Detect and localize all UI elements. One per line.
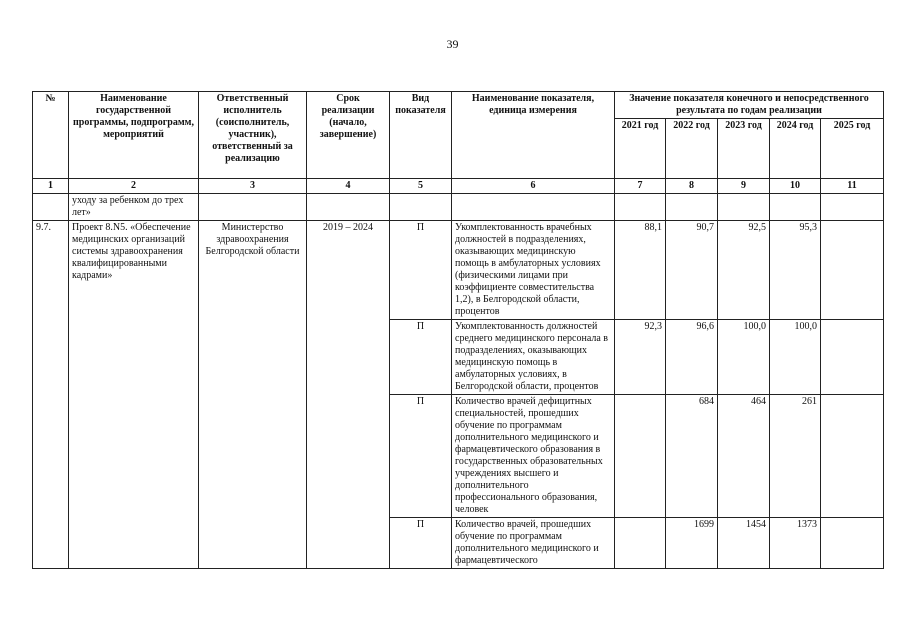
value-cell: 261 bbox=[770, 395, 821, 518]
column-number: 8 bbox=[666, 179, 718, 194]
cell bbox=[452, 194, 615, 221]
cell bbox=[666, 194, 718, 221]
header-values-group: Значение показателя конечного и непосредственного результата по годам реализации bbox=[615, 92, 884, 119]
value-cell: 96,6 bbox=[666, 320, 718, 395]
column-number-row bbox=[33, 179, 884, 194]
value-cell bbox=[615, 518, 666, 569]
indicator-kind: П bbox=[390, 518, 452, 569]
header-year: 2023 год bbox=[718, 119, 770, 179]
cell bbox=[615, 194, 666, 221]
value-cell: 1454 bbox=[718, 518, 770, 569]
value-cell bbox=[821, 221, 884, 320]
column-number: 4 bbox=[307, 179, 390, 194]
cell bbox=[718, 194, 770, 221]
project-no: 9.7. bbox=[33, 221, 69, 569]
value-cell bbox=[615, 395, 666, 518]
column-number: 3 bbox=[199, 179, 307, 194]
header-year: 2021 год bbox=[615, 119, 666, 179]
header-term: Срок реализации (начало, завершение) bbox=[307, 92, 390, 179]
table-row bbox=[33, 221, 884, 320]
indicator-text: Укомплектованность должностей среднего медицинского персонала в подразделениях, оказывающих медицинскую помощь в амбулаторных условиях, в Белгородской области, процентов bbox=[452, 320, 615, 395]
column-number: 5 bbox=[390, 179, 452, 194]
cell bbox=[821, 194, 884, 221]
value-cell bbox=[821, 518, 884, 569]
carry-row bbox=[33, 194, 884, 221]
project-name: Проект 8.N5. «Обеспечение медицинских организаций системы здравоохранения квалифицированными кадрами» bbox=[69, 221, 199, 569]
value-cell: 100,0 bbox=[770, 320, 821, 395]
program-table bbox=[32, 91, 884, 569]
header-year: 2025 год bbox=[821, 119, 884, 179]
header-year: 2024 год bbox=[770, 119, 821, 179]
header-year: 2022 год bbox=[666, 119, 718, 179]
header-row bbox=[33, 92, 884, 119]
project-term: 2019 – 2024 bbox=[307, 221, 390, 569]
indicator-text: Укомплектованность врачебных должностей в подразделениях, оказывающих медицинскую помощь в амбулаторных условиях (физическими лицами при коэффициенте совместительства 1,2), в Белгородской области, процентов bbox=[452, 221, 615, 320]
header-indicator: Наименование показателя, единица измерения bbox=[452, 92, 615, 179]
value-cell: 90,7 bbox=[666, 221, 718, 320]
indicator-kind: П bbox=[390, 221, 452, 320]
column-number: 1 bbox=[33, 179, 69, 194]
cell bbox=[199, 194, 307, 221]
column-number: 7 bbox=[615, 179, 666, 194]
header-name: Наименование государственной программы, подпрограмм, мероприятий bbox=[69, 92, 199, 179]
cell bbox=[307, 194, 390, 221]
value-cell bbox=[821, 395, 884, 518]
header-exec: Ответственный исполнитель (соисполнитель, участник), ответственный за реализацию bbox=[199, 92, 307, 179]
column-number: 6 bbox=[452, 179, 615, 194]
cell bbox=[770, 194, 821, 221]
value-cell: 464 bbox=[718, 395, 770, 518]
column-number: 2 bbox=[69, 179, 199, 194]
value-cell: 1699 bbox=[666, 518, 718, 569]
value-cell: 1373 bbox=[770, 518, 821, 569]
cell bbox=[390, 194, 452, 221]
indicator-text: Количество врачей, прошедших обучение по программам дополнительного медицинского и фармацевтического bbox=[452, 518, 615, 569]
value-cell bbox=[821, 320, 884, 395]
value-cell: 88,1 bbox=[615, 221, 666, 320]
project-exec: Министерство здравоохранения Белгородской области bbox=[199, 221, 307, 569]
value-cell: 95,3 bbox=[770, 221, 821, 320]
column-number: 10 bbox=[770, 179, 821, 194]
column-number: 11 bbox=[821, 179, 884, 194]
value-cell: 92,3 bbox=[615, 320, 666, 395]
page-number: 39 bbox=[446, 37, 459, 51]
indicator-kind: П bbox=[390, 395, 452, 518]
indicator-kind: П bbox=[390, 320, 452, 395]
carry-name: уходу за ребенком до трех лет» bbox=[69, 194, 199, 221]
header-kind: Вид показателя bbox=[390, 92, 452, 179]
header-no: № bbox=[33, 92, 69, 179]
column-number: 9 bbox=[718, 179, 770, 194]
indicator-text: Количество врачей дефицитных специальностей, прошедших обучение по программам дополнительного медицинского и фармацевтического образования в государственных образовательных учреждениях высшего и дополнительного профессионального образования, человек bbox=[452, 395, 615, 518]
value-cell: 684 bbox=[666, 395, 718, 518]
value-cell: 100,0 bbox=[718, 320, 770, 395]
cell bbox=[33, 194, 69, 221]
value-cell: 92,5 bbox=[718, 221, 770, 320]
